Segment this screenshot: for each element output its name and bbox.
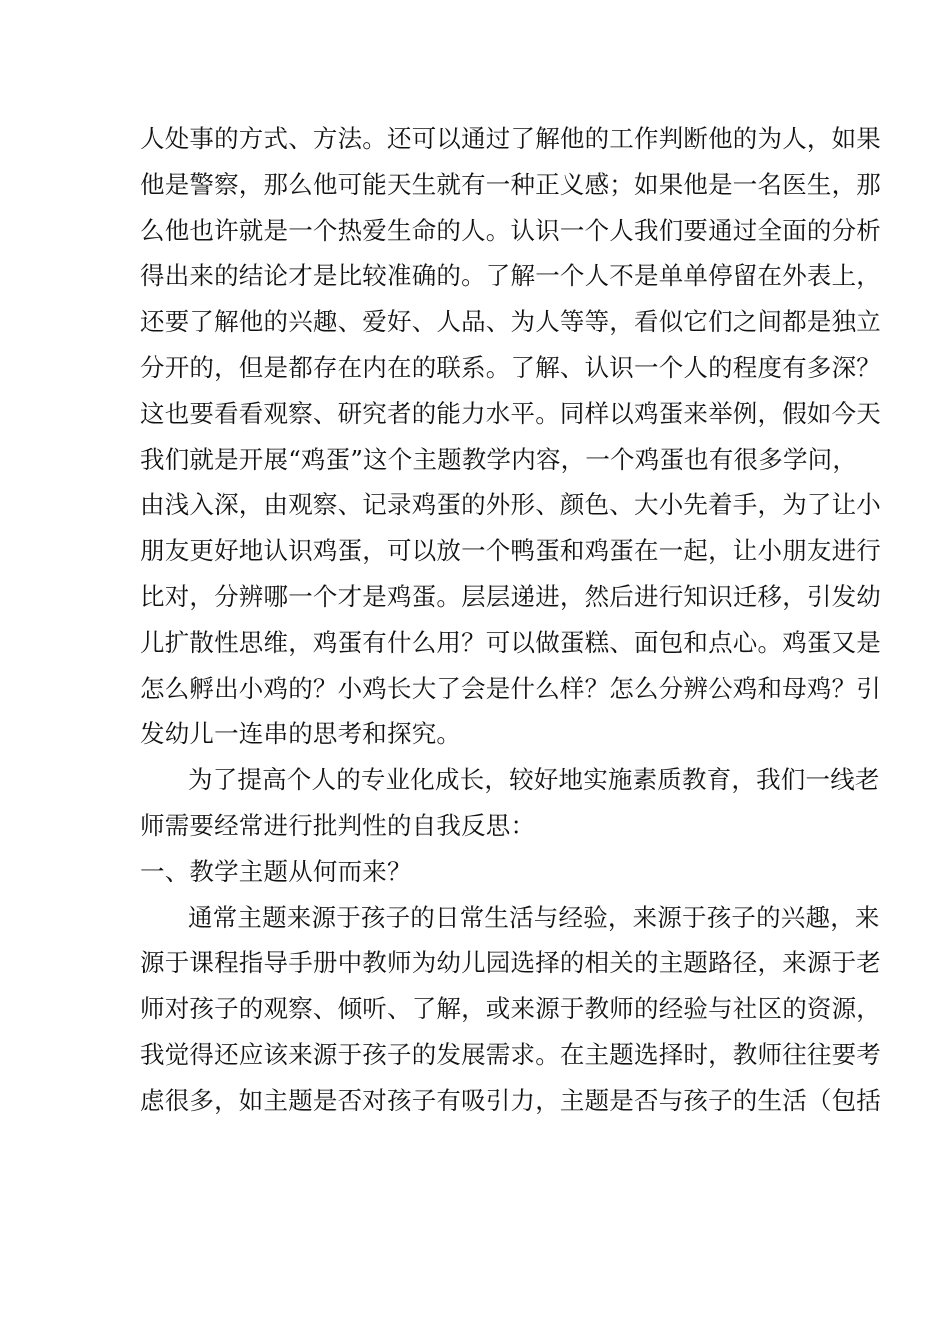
text-line: 分开的，但是都存在内在的联系。了解、认识一个人的程度有多深？ [140, 352, 881, 382]
text-line: 儿扩散性思维，鸡蛋有什么用？可以做蛋糕、面包和点心。鸡蛋又是 [140, 627, 881, 657]
text-line: 发幼儿一连串的思考和探究。 [140, 719, 462, 749]
paragraph-first-line: 通常主题来源于孩子的日常生活与经验，来源于孩子的兴趣，来 [188, 902, 880, 932]
section-heading: 一、教学主题从何而来？ [140, 856, 412, 886]
text-line: 朋友更好地认识鸡蛋，可以放一个鸭蛋和鸡蛋在一起，让小朋友进行 [140, 536, 881, 566]
text-line: 还要了解他的兴趣、爱好、人品、为人等等，看似它们之间都是独立 [140, 307, 881, 337]
paragraph-first-line: 为了提高个人的专业化成长，较好地实施素质教育，我们一线老 [188, 765, 880, 795]
text-line: 师对孩子的观察、倾听、了解，或来源于教师的经验与社区的资源， [140, 994, 881, 1024]
text-line: 他是警察，那么他可能天生就有一种正义感；如果他是一名医生，那 [140, 169, 881, 199]
text-line: 由浅入深，由观察、记录鸡蛋的外形、颜色、大小先着手，为了让小 [140, 490, 881, 520]
text-line: 么他也许就是一个热爱生命的人。认识一个人我们要通过全面的分析 [140, 215, 881, 245]
text-line: 虑很多，如主题是否对孩子有吸引力，主题是否与孩子的生活（包括 [140, 1085, 881, 1115]
text-line: 我们就是开展“鸡蛋”这个主题教学内容，一个鸡蛋也有很多学问， [140, 444, 858, 474]
text-line: 比对，分辨哪一个才是鸡蛋。层层递进，然后进行知识迁移，引发幼 [140, 581, 881, 611]
text-line: 人处事的方式、方法。还可以通过了解他的工作判断他的为人，如果 [140, 124, 881, 153]
text-line: 怎么孵出小鸡的？小鸡长大了会是什么样？怎么分辨公鸡和母鸡？引 [140, 673, 881, 703]
text-line: 得出来的结论才是比较准确的。了解一个人不是单单停留在外表上， [140, 261, 881, 291]
text-line: 师需要经常进行批判性的自我反思： [140, 810, 536, 840]
text-line: 这也要看看观察、研究者的能力水平。同样以鸡蛋来举例，假如今天 [140, 398, 881, 428]
text-line: 源于课程指导手册中教师为幼儿园选择的相关的主题路径，来源于老 [140, 948, 881, 978]
text-line: 我觉得还应该来源于孩子的发展需求。在主题选择时，教师往往要考 [140, 1039, 881, 1069]
body-text [140, 116, 881, 1124]
